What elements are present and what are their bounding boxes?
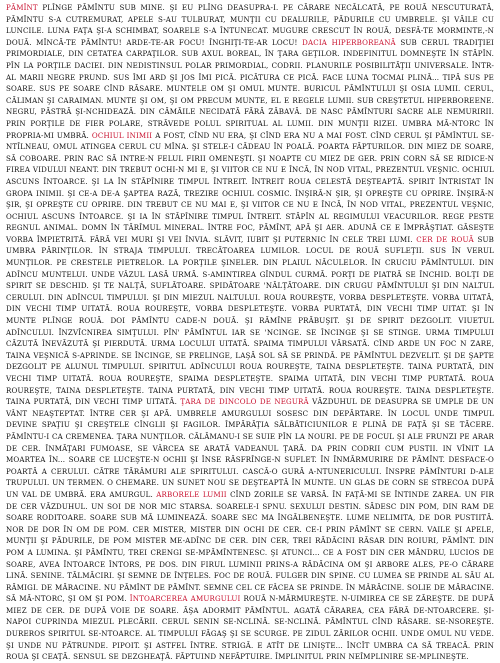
section-title: PĂMÎNT — [6, 3, 38, 12]
section-title: DACIA HIPERBOREANĂ — [302, 37, 396, 47]
text-passage: CÎND ZORILE SE VARSĂ. ÎN FAŢĂ-MI SE ÎNTINDE ZAREA. UN FIR DE CER VĂZDUHUL. UN SOI DE NOR MIC STARSA. SOARELE-I SPNU. SEXULUI DESTIN. SĂDESC DIN POM, DIN RAM DE SOARE RODITOARE. SOARE SUB MĂ LUMINEAZĂ. SOARE SEC MA ÎNGĂLBENEŞTE. LUME NELIMITA, DE DOR PUSTIITĂ. NOR DE DOR ÎN OM DE POM. CER MISTER, MISTER DIN OCHI DE CER. CE-I PRIN PĂMÎNT SE CERN. VAILE ŞI APELE, MUNŢII ŞI PĂDURILE, DE POM MISTER ME-ADÎNC DE CER. DIN CER, TREI RĂDĂCINI RĂSAR DIN ROIURI, PĂMÎNT. DIN POM A LUMINA. ŞI PĂMÎNTU, TREI CRENGI SE-MPĂMÎNTENESC. ŞI ATUNCI... CE A FOST DIN CER MĂNDRU, LUCIOS DE SOARE, AVEA ÎNTOARCE ÎNTORS, PE DOS. DIN FIRUL LUMINII PRINS-A RĂDĂCINA OM ŞI ARBORE ALES, PE-O CĂRARE LINĂ. SENINE. TĂLMĂCIRI. ŞI SEMNE DE ÎNŢELES. FOC DE ROUĂ. FULGER DIN SPINE. CU LUMEA SE PRINDE AL SĂU AL RĂMIGI. DE MĂRACINE. NU PĂMÎNT DE PĂMÎNT. SEMNE CEL CE FÂCEA SE PRINDE. ÎN MÂRĂCINE. SOLIE DE MĂRACINE. SĂ MĂ-NTORC, ŞI OM ŞI POM. — [6, 489, 494, 604]
text-passage: VĂZDUHUL DE DEASUPRA SE UMPLE DE UN VÂNT NEAŞTEPTAT. ÎNTRE CER ŞI APĂ. UMBRELE AMURGULUI SOSESC DIN DEPĂRTARE. ÎN LOCUL UNDE TIMPUL DEVINE SPAŢIU ŞI CREŞTELE CÎNGLII ŞI FAGILOR. ÎMPĂRĂŢIA SĂLBĂTICIUNILOR E PLINĂ DE FAŢĂ ŞI SE TĂCERE. PĂMÎNTU-I CA CREMENEA. ŢARA NUNŢILOR. CĂLĂMANU-I SE SUIE PÎN LA NOURI. PE DE FOCUL ŞI ALE FRUNZI PE ARAR DE CER. ÎNMĂŢARI FUMOASE, SE VÂRCEA SE ARATĂ VADEANUL ŢARĂ. DA PRIN CODRII CUM PUSTII. IN VÎNIT LA MOARTEA ÎN... SOARE CE LUCEŞTE-N OCHII ŞI ÎNSE RĂSFRÎNGE-N SUFLET. ÎN ÎNMĂRMURIRE DE PĂMÎNT. DESFACE-O POARTĂ A CERULUI. CĂTRE TĂRÂMURI ALE SPIRITULUI. CASCĂ-O GURĂ A-NTUNERICULUI. ÎNSPRE PĂMÎNTURI D-ALE TRUPULUI. UN TERMEN. O CHEMARE. UN SUNET NOU SE DEŞTEAPTĂ ÎN MUNTE. UN GLAS DE CORN SE STRECOA DUPĂ UN VAL DE UMBRĂ. ERA AMURGUL. — [6, 397, 494, 499]
section-title: OCHIUL INIMII — [91, 130, 153, 140]
text-passage: A FOST, CÎND NU ERA, ŞI CÎND ERA NU A MAI FOST. CÎND CERUL ŞI PĂMÎNTUL SE-NTÎLNEAU, OMUL ATINGEA CERUL CU MÎNA. ŞI STELE-I CĂDEAU ÎN POALĂ. POARTA FĂPTURILOR. DIN MIEZ DE SOARE, SĂ COBOARE. PRIN RAC SĂ INTRE-N FELUL FIRII OMENEŞTI. ŞI NOAPTE CU MIEZ DE GER. PRIN CORN SĂ SE RIDICE-N FIREA VIDULUI NEANT. DIN TREBUT OCHI-N MI E, ŞI VIITOR CE NU E ÎNCĂ, ÎN NOD VITAL, PREZENTUL VEŞNIC. OCHIUL ASCUNS ÎNTOARCE. ŞI LA ÎN STĂPÎNIRE TIMPUL ÎNTREIT. ÎNTREIT ROUA CELESTĂ DEŞTEAPTĂ. SPIRIT ÎNTRISTAT ÎN GROPA INIMII. ŞI CE-A DE-A ŞAPTEA RAZĂ, TREZIRE OCHIUL COSMIC. ÎNŞIRĂ-N ŞIR, ŞI OPREŞTE CU OPRIRE. ÎNŞIRĂ-N ŞIR, ŞI OPREŞTE CU OPRIRE. DIN TREBUT CE NU MAI E, ŞI VIITOR CE NU E ÎNCĂ, ÎN NOD VITAL, PREZENTUL VEŞNIC, OCHIUL ASCUNS ÎNTOARCE. ŞI IA ÎN STĂPÎNIRE TIMPUL ÎNTREIT. STĂPÎN AL REGIMULUI VEACURILOR. REGE PESTE REGNUL ANIMAL. DOMN ÎN TĂRÎMUL MINERAL. ÎNTRE FOC, PĂMÎNT, APĂ ŞI AER. ADUNĂ CE E ÎMPRĂŞTIAT. GĂSEŞTE VORBA ÎMPIETRITĂ. FĂRĂ VEI MURI ŞI VEI ÎNVIA. SLĂVIT, IUBIT ŞI PUTERNIC ÎN CELE TREI LUMI. — [6, 130, 494, 244]
text-passage: PLÎNGE PĂMÎNTU SUB MINE. ŞI EU PLÎNG DEASUPRA-I. PE CĂRARE NECĂLCATĂ, PE ROUĂ NESCUTURATĂ, PĂMÎNTU S-A CUTREMURAT, APELE S-AU TULBURAT, MUNŢII CU DEALURILE, PĂDURILE CU UMBRELE. ŞI VĂILE CU LUNCILE. LUNA FAŢA ŞI-A SCHIMBAT, SOARELE S-A ÎNTUNECAT. MUGURE CRESCUT ÎN ROUĂ, DESFĂ-TE MORMINTE,-N DOUĂ. MÎNCĂ-TE PĂMÎNTU! ARDE-TE-AR FOCU! ÎNGHIŢI-TE-AR LOCU! — [6, 3, 494, 47]
section-title: ARBORELE LUMII — [156, 489, 227, 499]
section-title: ÎNTOARCEREA AMURGULUI — [129, 594, 241, 604]
body-text — [6, 2, 494, 663]
text-passage: ROUĂ N-MĂRMUREŞTE. N-UIMIREA CE SE ZĂREŞTE. DE DUPĂ MIEZ DE CER. DE DUPĂ VOIE DE SOARE. ĂŞA ADORMIT PĂMÎNTUL. AGATĂ CĂRAREA, CEA FĂRĂ DE-NTOARCERE. ŞI-NAPOI CUPRINDA MIEZUL PLECĂRII. CERUL SENIN SE-NCLINĂ. SE-NCLINĂ. PĂMÎNTUL CÎND RĂSARE. SE-NSOREŞTE. DUREROS SPIRITUL SE-NTOARCE. AL TIMPULUI FĂGAŞ ŞI SE SCURGE. PE ZIDUL ZĂRILOR OCHII. UNDE OMUL NU VEDE. ŞI UNDE NU PĂTRUNDE. PIPOIT. ŞI ASTFEL ÎNTRE. STRIGĂ. E ATÎT DE LINIŞTE... ÎNCÎT UMBRA CA SĂ TREACĂ. PRIN ROUA ŞI CEAŢĂ. SENSUL SE DEZGHEAŢĂ. FĂPTUIND NEFĂPTUIRE. ÎMPLINITUL PRIN NEÎMPLINIRE SE-MPLINEŞTE. — [6, 594, 494, 662]
text-passage: SUB UMBRA PĂRINŢILOR. ÎN STRAJA TIMPULUI. TRECĂTOAREA LUMILOR. LOCUL DE ROUĂ SUFLEŢII. SUS ÎN VERUL MUNŢILOR. PE CRESTELE PIETRELOR. LA PORŢILE ŞINELER. DIN PLAIUL NĂCULELOR. ÎN CRUCIU PĂMÎNTULUI. DIN ADÎNCU MUNTELUI. UNDE VÂZUL LASĂ URMĂ. S-AMINTIREA GÎNDUL CURMĂ. PORŢI DE PIATRĂ SE ÎNCHID. BOLŢI DE SPIRIT SE DESCHID. ŞI TE NALŢĂ, SUFLĂTOARE. SPIDĂTOARE 'NĂLŢĂTOARE. DIN CRUGU PĂMÎNTULUI ŞI DIN NALTUL CERULUI. DIN ADÎNCUL TIMPULUI. ŞI DIN MIEZUL NALTULUI. ROUA ROUREŞTE, VORBA DESPLETEŞTE. VORBA UITATĂ, DIN VECHI TIMP UITATĂ. ROUA ROUREŞTE, VORBA DESPLETEŞTE. VORBA PURTATĂ, DIN VECHI TIMP UITAT. ŞI ÎN MUNTE PLÎNGE ROUĂ. DOI PĂMÎNTU CADE-N DOUĂ. ŞI RĂMÎNE PRĂBUŞIT. ŞI DE SPIRIT DEZGOLIT. VIUETUL ADÎNCULUI. ÎNZVÎCNIREA SIMŢULUI. PÎN' PĂMÎNTUL IAR SE 'NCINGE. SE ÎNCINGE ŞI SE STINGE. URMA TIMPULUI CĂZUTĂ ÎNEVĂZUTĂ ŞI PIERDUTĂ. URMA LOCULUI UITATĂ. SPAIMA TIMPULUI VĂRSATĂ. CÎND ARDE UN FOC N ZARE, TAINA VEŞNICĂ S-APRINDE. SE ÎNCINGE, SE PRELINGE, LAŞĂ SOL SĂ SE PRINDĂ. PE PĂMÎNTUL DEZVELIT. ŞI DE ŞAPTE DEZGOLIT PE ALUNUL TIMPULUI. SPIRITUL ADÎNCULUI ROUA ROUREŞTE, TAINA DESPLETEŞTE. TAINA PURTATĂ, DIN VECHI TIMP UITATĂ. ROUA ROUREŞTE, SPAIMA DESPLETEŞTE. SPAIMA UITATĂ, DIN VECHI TIMP PURTATĂ. ROUA ROUREŞTE, TAINA DESPLETEŞTE. TAINA PURTATĂ, DIN VECHI TIMP UITATĂ. ROUA ROUREŞTE. TAINA DESPLETEŞTE. TAINA PURTATĂ, DIN VECHI TIMP UITATĂ. — [6, 234, 494, 407]
section-title: CER DE ROUĂ — [416, 234, 474, 244]
section-title: ŢARA DE DINCOLO DE NEGURĂ — [180, 397, 309, 407]
text-passage: SUB CERUL TRADIŢIEI PRIMORDIALE, DIN CETATEA CARPAŢILOR. SUB AXUL BOREAL, ÎN ŢARA GEŢILOR. INDEFINITUL DOMNEŞTE ÎN STĂPÎN. PÎN LA PORŢILE DACIEI. DIN NEDISTINSUL POLAR PRIMORDIAL, CODRII. PLANURILE POSIBILITĂŢII UNIVERSALE. ÎNTR-AL MARII NEGRE PRUND. SUS ÎMI ARD ŞI JOS ÎMI PICĂ. PICĂTURA CE PICĂ. FACE LUNA TOCMAI PLINĂ... TIPĂ SUS PE SOARE. SUS PE SOARE CÎND RĂSARE. MUNTELE OM ŞI OMUL MUNTE. BURICUL PĂMÎNTULUI ŞI OSIA LUMII. CERUL, CĂLIMAN ŞI CARAIMAN. MUNTE ŞI OM, ŞI OM PRECUM MUNTE, EL E REGELE LUMII. SUB CREŞTETUL HIPERBOREENE. NEGRU, PĂSTRĂ ŞI-NCHIDEAZĂ. DIN CĂMĂILE NECIDATĂ FĂRĂ ZĂBAVĂ. DE NASC PĂMÎNTURI SACRE ALE NEMURIRII. PRIN PORŢILE DE FIER POLARE, STRĂVEDE POLUL SPIRITUAL AL LUMII. DIN MUNŢII RIZEI. UMBRA MĂ-NTORC ÎN PROPRIA-MI UMBRĂ. — [6, 37, 494, 140]
